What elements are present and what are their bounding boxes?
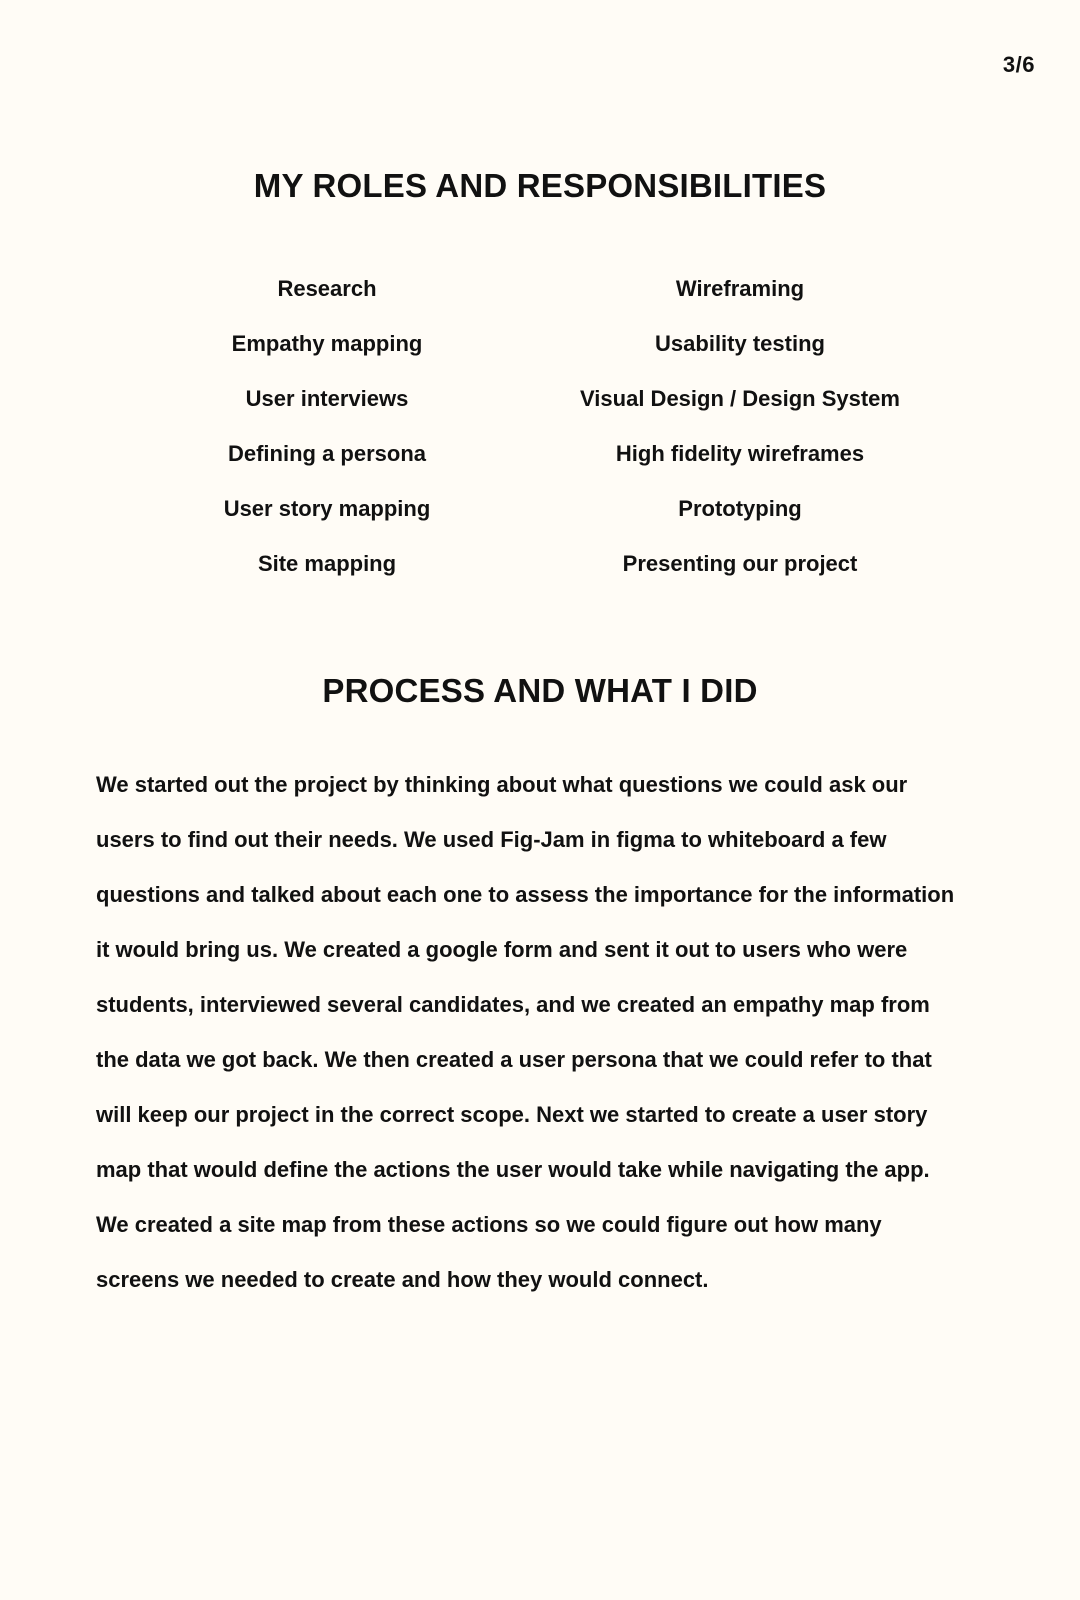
paragraph-line: We started out the project by thinking about what questions we could ask our: [96, 772, 908, 797]
role-item: High fidelity wireframes: [615, 441, 865, 466]
role-item: User interviews: [245, 386, 409, 411]
paragraph-line: We created a site map from these actions so we could figure out how many: [96, 1212, 882, 1237]
roles-left-column: [117, 274, 537, 604]
role-item: Usability testing: [655, 331, 825, 356]
roles-right-column: [530, 274, 950, 604]
paragraph-line: screens we needed to create and how they would connect.: [96, 1267, 709, 1292]
roles-section-title: MY ROLES AND RESPONSIBILITIES: [253, 167, 827, 204]
process-paragraph: [96, 770, 991, 1320]
paragraph-line: users to find out their needs. We used Fig-Jam in figma to whiteboard a few: [96, 827, 887, 852]
role-item: Research: [277, 276, 377, 301]
paragraph-line: map that would define the actions the user would take while navigating the app.: [96, 1157, 930, 1182]
role-item: Defining a persona: [227, 441, 427, 466]
paragraph-line: will keep our project in the correct scope. Next we started to create a user story: [96, 1102, 928, 1127]
role-item: Wireframing: [675, 276, 805, 301]
page-number: 3/6: [1002, 52, 1035, 77]
role-item: Site mapping: [257, 551, 397, 576]
role-item: Presenting our project: [622, 551, 858, 576]
paragraph-line: questions and talked about each one to assess the importance for the information: [96, 882, 955, 907]
paragraph-line: students, interviewed several candidates, and we created an empathy map from: [96, 992, 930, 1017]
process-section-title: PROCESS AND WHAT I DID: [322, 672, 758, 709]
role-item: Visual Design / Design System: [580, 386, 900, 411]
role-item: Prototyping: [678, 496, 802, 521]
role-item: Empathy mapping: [231, 331, 423, 356]
paragraph-line: it would bring us. We created a google form and sent it out to users who were: [96, 937, 908, 962]
paragraph-line: the data we got back. We then created a user persona that we could refer to that: [96, 1047, 932, 1072]
role-item: User story mapping: [223, 496, 431, 521]
